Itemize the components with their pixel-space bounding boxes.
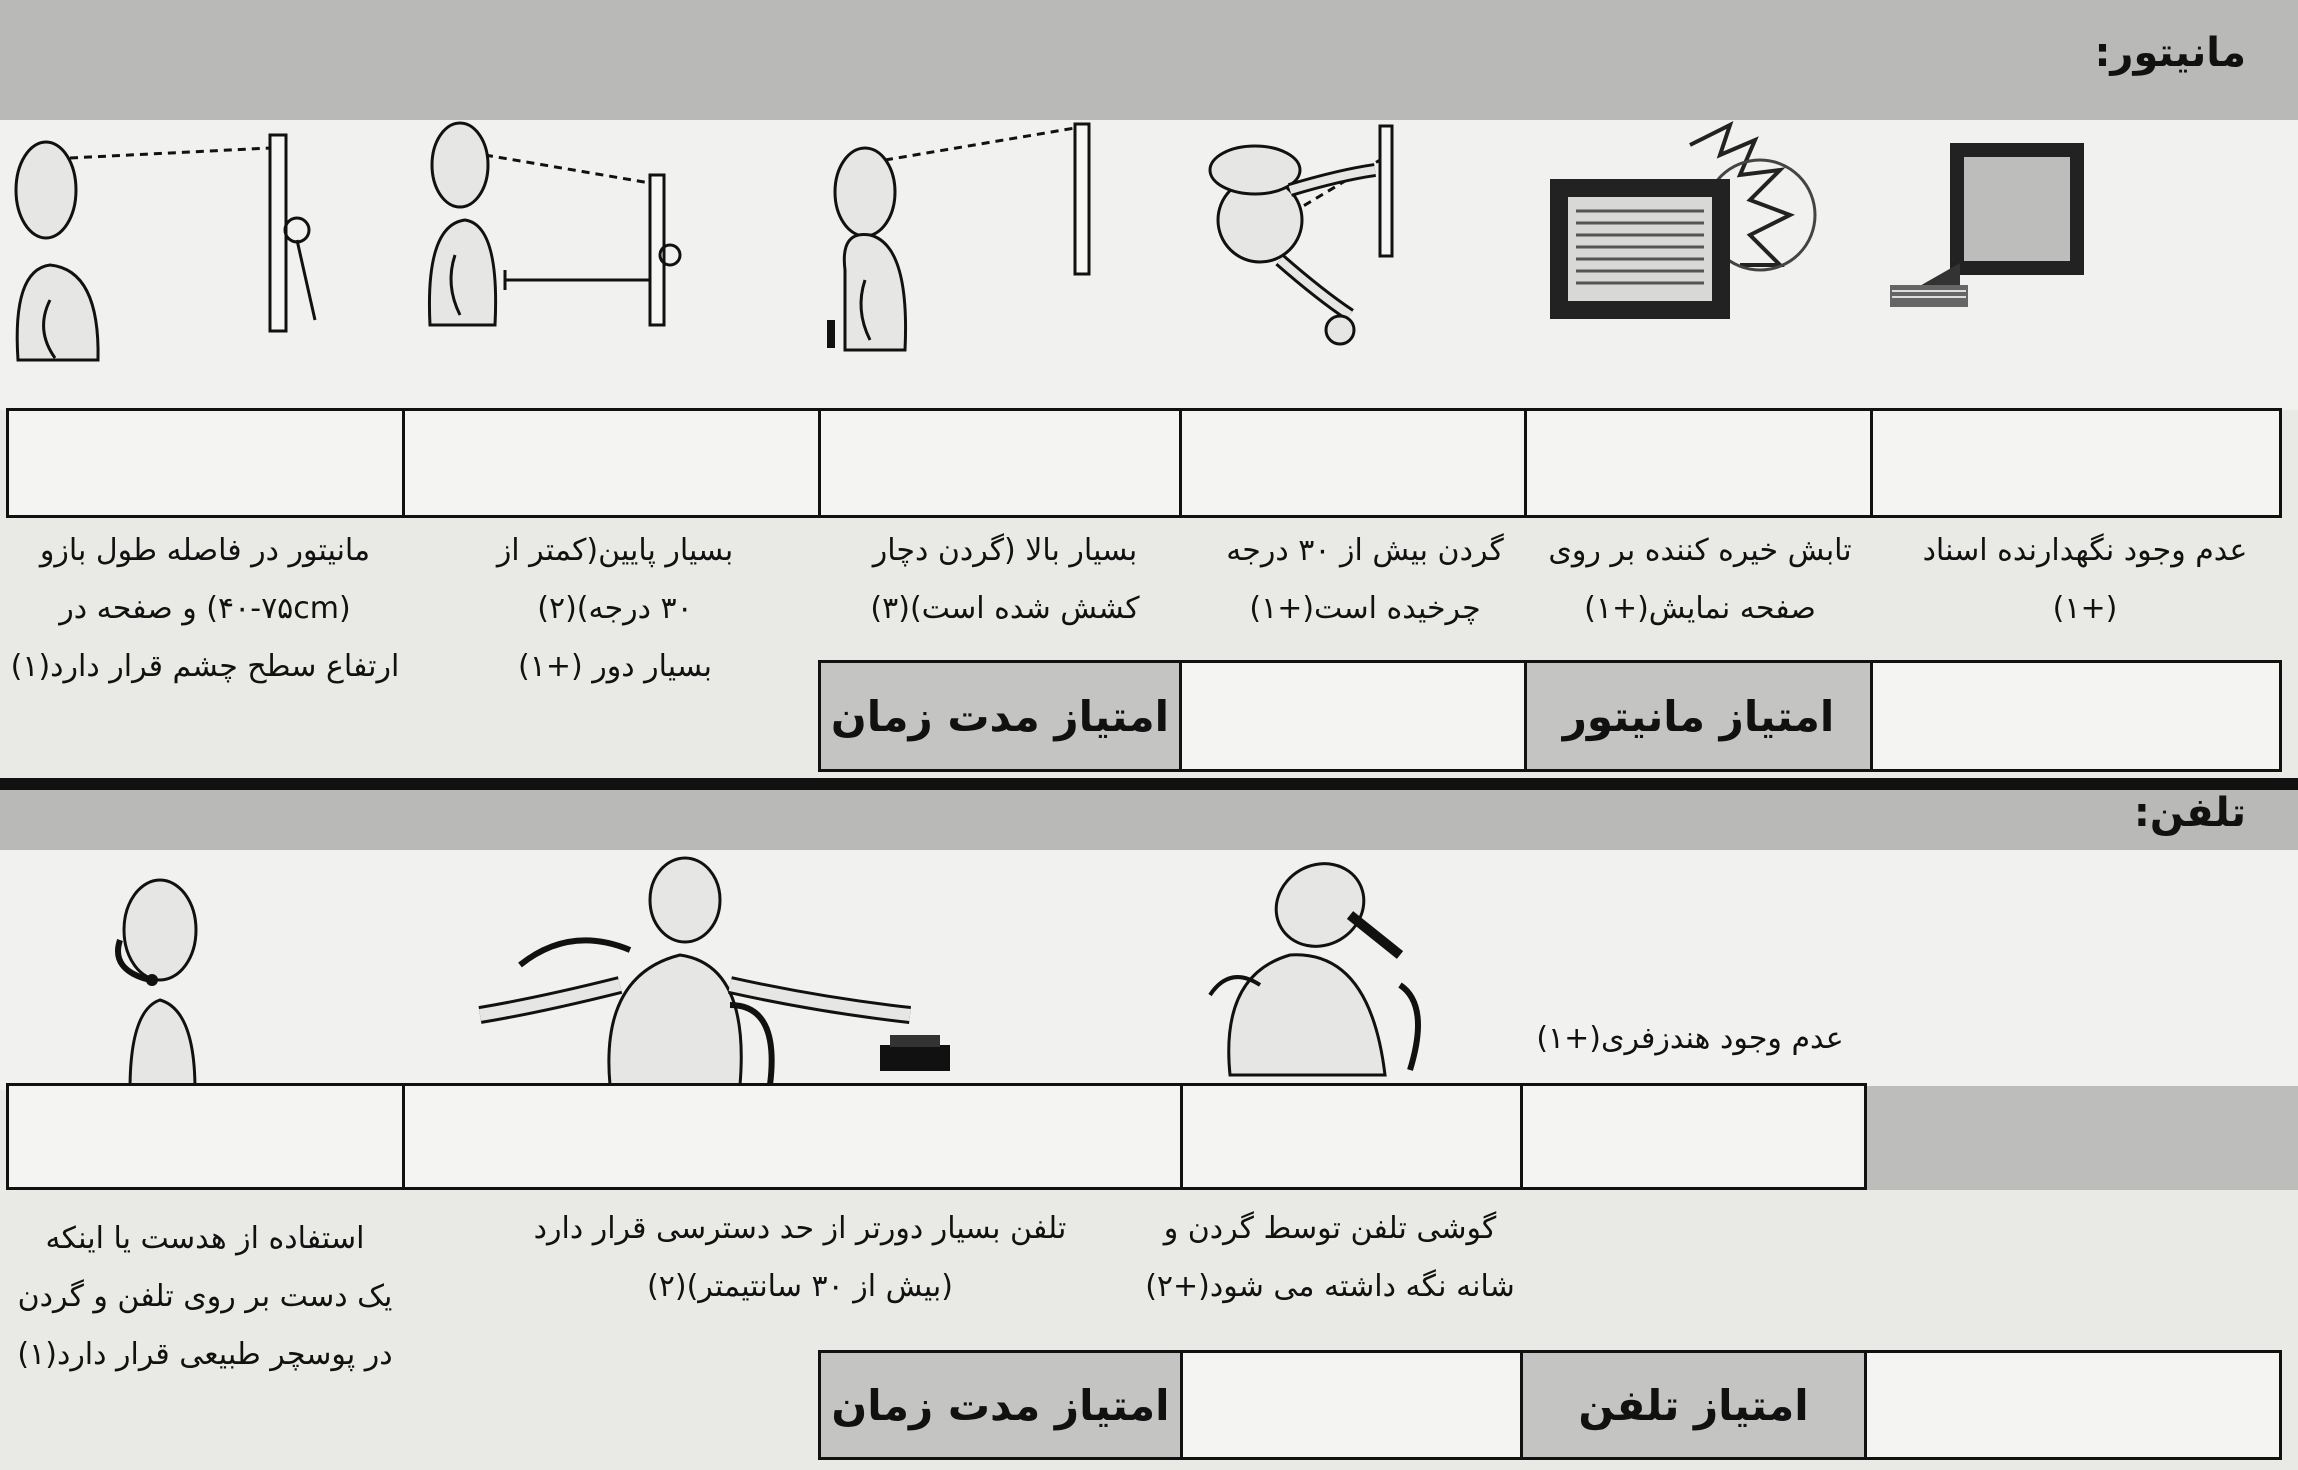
monitor-section-title: مانیتور: (2094, 30, 2246, 76)
phone-caption-3: استفاده از هدست یا اینکه یک دست بر روی تلفن و گردن در پوسچر طبیعی قرار دارد(۱) (17, 1221, 393, 1372)
monitor-header-band (0, 0, 2298, 120)
phone-score-box-2[interactable] (1180, 1083, 1523, 1190)
monitor-score-box-4[interactable] (818, 408, 1182, 518)
section-divider (0, 778, 2298, 790)
monitor-caption-4: بسیار بالا (گردن دچار کشش شده است)(۳) (870, 533, 1140, 626)
monitor-score-box-1[interactable] (1870, 408, 2282, 518)
monitor-score-label: امتیاز مانیتور (1524, 660, 1873, 772)
phone-header-band (0, 790, 2298, 850)
phone-illustration-area (0, 850, 2298, 1090)
phone-score-box-4[interactable] (6, 1083, 405, 1190)
headset-figure (90, 870, 240, 1090)
monitor-caption-5: بسیار پایین(کمتر از ۳۰ درجه)(۲) بسیار دور (+۱) (496, 533, 734, 684)
monitor-caption-1: عدم وجود نگهدارنده اسناد (+۱) (1922, 533, 2248, 626)
phone-too-far-figure (440, 855, 980, 1085)
monitor-too-low-figure (425, 125, 695, 335)
monitor-score-box-5[interactable] (402, 408, 821, 518)
neck-twisted-figure (1180, 120, 1430, 350)
monitor-duration-label: امتیاز مدت زمان (818, 660, 1182, 772)
no-handsfree-label: عدم وجود هندزفری(+۱) (1536, 1021, 1844, 1056)
monitor-caption-6: مانیتور در فاصله طول بازو (۴۰-۷۵cm) و صفحه در ارتفاع سطح چشم قرار دارد(۱) (10, 533, 400, 684)
monitor-total-box[interactable] (1870, 660, 2282, 772)
monitor-correct-figure (10, 130, 330, 360)
laptop-icon (1880, 135, 2100, 315)
monitor-caption-2: تابش خیره کننده بر روی صفحه نمایش(+۱) (1548, 533, 1852, 626)
phone-score-box-gray (1864, 1086, 2298, 1190)
phone-score-label: امتیاز تلفن (1520, 1350, 1867, 1460)
phone-caption-2: تلفن بسیار دورتر از حد دسترسی قرار دارد (بیش از ۳۰ سانتیمتر)(۲) (533, 1211, 1067, 1304)
phone-section-title: تلفن: (2133, 790, 2246, 836)
monitor-too-high-figure (825, 120, 1125, 350)
phone-score-box-1[interactable] (1520, 1083, 1867, 1190)
phone-neck-shoulder-figure (1200, 855, 1440, 1075)
monitor-caption-3: گردن بیش از ۳۰ درجه چرخیده است(+۱) (1226, 533, 1504, 626)
phone-total-box[interactable] (1864, 1350, 2282, 1460)
phone-duration-label: امتیاز مدت زمان (818, 1350, 1183, 1460)
phone-score-box-3[interactable] (402, 1083, 1183, 1190)
monitor-score-box-2[interactable] (1524, 408, 1873, 518)
phone-duration-box[interactable] (1180, 1350, 1523, 1460)
monitor-duration-box[interactable] (1179, 660, 1527, 772)
monitor-glare-icon (1540, 115, 1820, 325)
monitor-score-box-3[interactable] (1179, 408, 1527, 518)
monitor-score-box-6[interactable] (6, 408, 405, 518)
phone-caption-1: گوشی تلفن توسط گردن و شانه نگه داشته می شود(+۲) (1145, 1211, 1515, 1304)
